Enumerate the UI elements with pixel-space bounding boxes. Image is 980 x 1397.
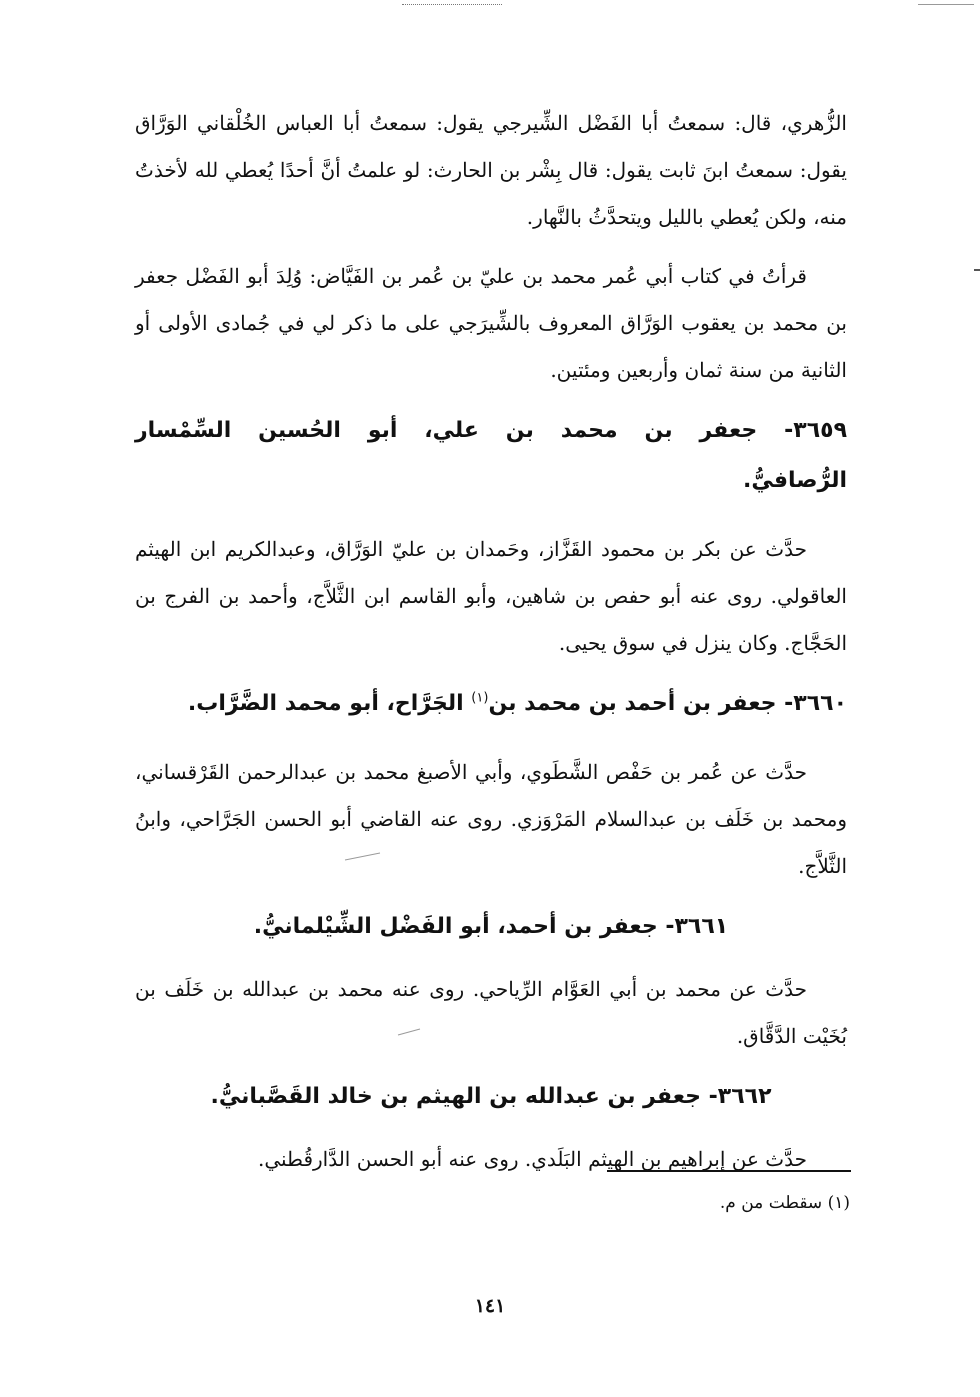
entry-3660-name-start: ٣٦٦٠- جعفر بن أحمد بن محمد بن bbox=[488, 691, 847, 716]
paragraph-entry-3661: حدَّث عن محمد بن أبي العَوَّام الرِّياحي. روى عنه محمد بن عبدالله بن خَلَف بن بُخَيْت الدَّقَّاق. bbox=[135, 977, 847, 1048]
top-margin-dots bbox=[402, 4, 502, 5]
page-number: ١٤١ bbox=[474, 1295, 506, 1317]
paragraph-entry-3662: حدَّث عن إبراهيم بن الهيثم البَلَدي. روى عنه أبو الحسن الدَّارقُطني. bbox=[257, 1147, 807, 1171]
entry-heading-3660 bbox=[135, 679, 847, 729]
footnote-reference: (١) bbox=[471, 690, 489, 706]
footnote-marker: (١) bbox=[827, 1193, 850, 1213]
paragraph-zuhri-narration: الزُّهري، قال: سمعتُ أبا الفَضْل الشِّيرجي يقول: سمعتُ أبا العباس الخُلْقاني الوَرَّاق يقول: سمعتُ ابنَ ثابت يقول: قال بِشْر بن الحارث: لو علمتُ أنَّ أحدًا يُعطي لله لأخذتُ منه، ولكن يُعطي بالليل ويتحدَّثُ بالنَّهار. bbox=[135, 111, 847, 229]
entry-heading-3662: ٣٦٦٢- جعفر بن عبدالله بن الهيثم بن خالد القَصَّبانيُّ. bbox=[210, 1084, 772, 1109]
paragraph-entry-3660: حدَّث عن عُمر بن حَفْص الشَّطَوي، وأبي الأصبغ محمد بن عبدالرحمن القَرْقساني، ومحمد بن خَلَف بن عبدالسلام المَرْوَزي. روى عنه القاضي أبو الحسن الجَرَّاحي، وابنُ الثَّلاَّج. bbox=[135, 760, 847, 878]
page-body bbox=[135, 100, 847, 1195]
paragraph-birth-record: قرأتُ في كتاب أبي عُمر محمد بن عليّ بن عُمر بن الفَيَّاض: وُلِدَ أبو الفَضْل جعفر بن محمد بن يعقوب الوَرَّاق المعروف بالشِّيرَجي على ما ذكر لي في جُمادى الأولى أو الثانية من سنة ثمان وأربعين ومئتين. bbox=[135, 264, 847, 382]
entry-heading-3659: ٣٦٥٩- جعفر بن محمد بن علي، أبو الحُسين السِّمْسار الرُّصافيُّ. bbox=[135, 418, 847, 493]
top-margin-rule bbox=[918, 4, 974, 5]
paragraph-entry-3659: حدَّث عن بكر بن محمود القَزَّاز، وحَمدان بن عليّ الوَرَّاق، وعبدالكريم ابن الهيثم العاقولي. روى عنه أبو حفص بن شاهين، وأبو القاسم ابن الثَّلاَّج، وأحمد بن الفرج بن الحَجَّاج. وكان ينزل في سوق يحيى. bbox=[135, 537, 847, 655]
footnote-text: سقطت من م. bbox=[719, 1193, 823, 1213]
entry-heading-3661: ٣٦٦١- جعفر بن أحمد، أبو الفَضْل الشِّيْلمانيُّ. bbox=[253, 914, 729, 939]
footnote bbox=[600, 1193, 850, 1213]
footnote-separator bbox=[607, 1170, 851, 1172]
entry-3660-name-end: الجَرَّاح، أبو محمد الضَّرَّاب. bbox=[187, 691, 472, 716]
